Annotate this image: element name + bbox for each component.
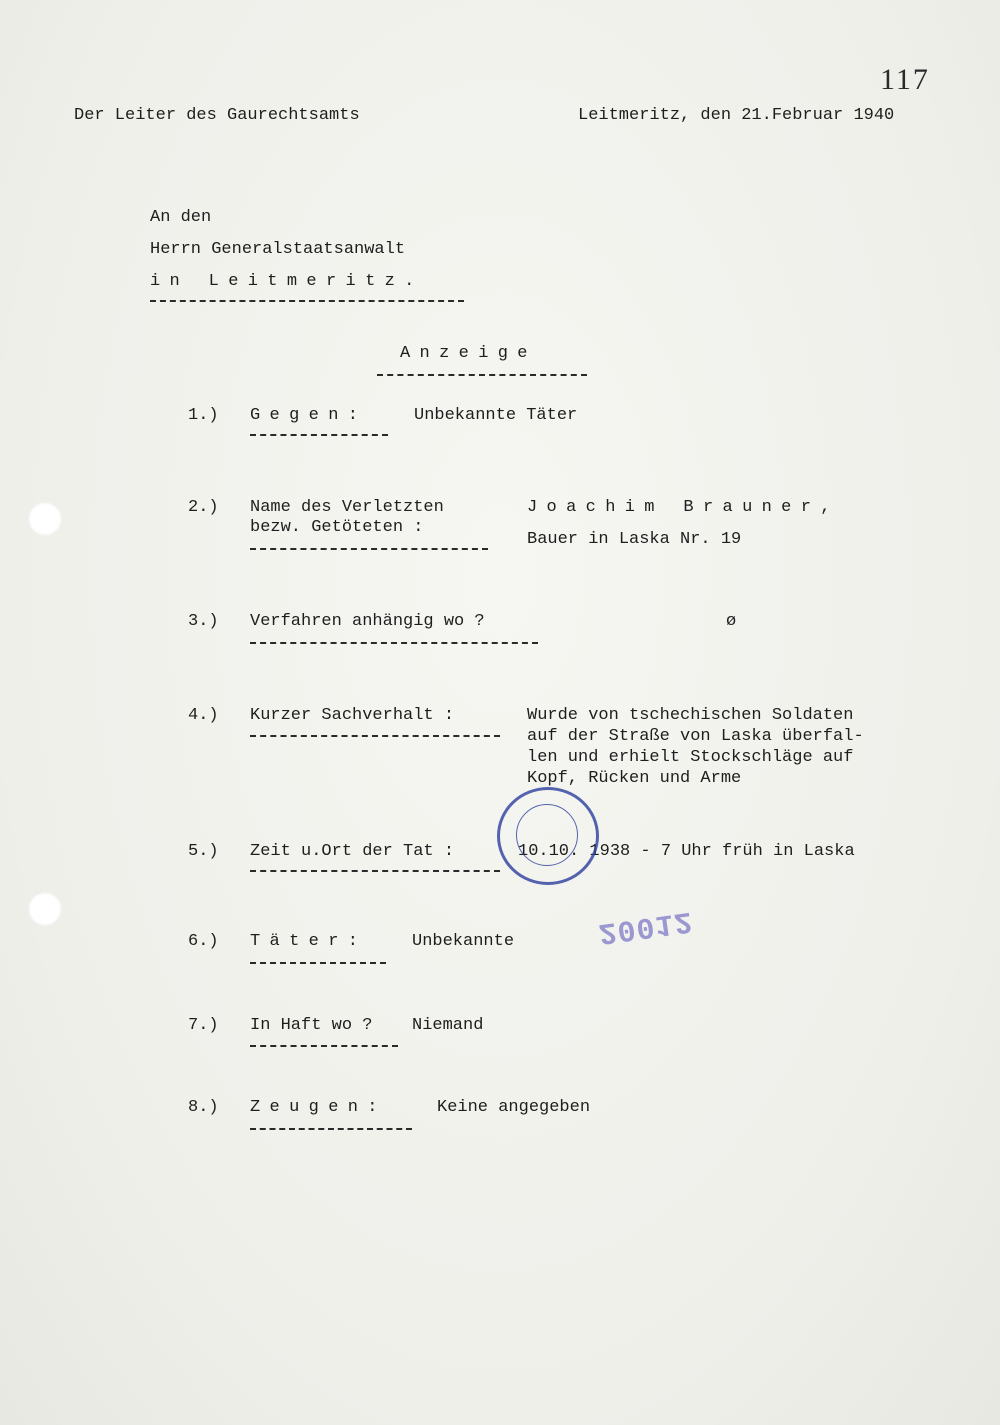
item-1-value: Unbekannte Täter (414, 406, 578, 425)
document-title: Anzeige (400, 344, 537, 363)
item-4-value-line-4: Kopf, Rücken und Arme (527, 769, 742, 788)
item-5-label: Zeit u.Ort der Tat : (250, 842, 455, 861)
item-4-value-line-3: len und erhielt Stockschläge auf (527, 748, 854, 767)
item-5-number: 5.) (188, 842, 219, 861)
item-3-value: ø (726, 612, 737, 631)
item-2-value-line-2: Bauer in Laska Nr. 19 (527, 530, 742, 549)
place-date-line: Leitmeritz, den 21.Februar 1940 (578, 106, 895, 125)
item-4-value-line-2: auf der Straße von Laska überfal- (527, 727, 864, 746)
item-3-underline (250, 642, 538, 644)
item-8-underline (250, 1128, 412, 1130)
item-7-value: Niemand (412, 1016, 484, 1035)
number-stamp: 20012 (596, 902, 695, 950)
item-4-label: Kurzer Sachverhalt : (250, 706, 455, 725)
item-8-value: Keine angegeben (437, 1098, 591, 1117)
item-2-number: 2.) (188, 498, 219, 517)
item-6-number: 6.) (188, 932, 219, 951)
item-3-number: 3.) (188, 612, 219, 631)
punch-hole-lower (28, 892, 62, 926)
item-1-number: 1.) (188, 406, 219, 425)
recipient-line-3: in Leitmeritz. (150, 272, 424, 291)
punch-hole-upper (28, 502, 62, 536)
item-6-value: Unbekannte (412, 932, 515, 951)
item-6-underline (250, 962, 386, 964)
item-4-underline (250, 735, 500, 737)
item-2-value-line-1: Joachim Brauner, (527, 498, 840, 517)
item-2-underline (250, 548, 488, 550)
item-7-underline (250, 1045, 398, 1047)
sender-line: Der Leiter des Gaurechtsamts (74, 106, 360, 125)
recipient-underline (150, 300, 464, 302)
item-8-number: 8.) (188, 1098, 219, 1117)
item-7-label: In Haft wo ? (250, 1016, 373, 1035)
item-1-label: Gegen: (250, 406, 368, 425)
item-6-label: Täter: (250, 932, 368, 951)
item-5-underline (250, 870, 500, 872)
item-7-number: 7.) (188, 1016, 219, 1035)
recipient-line-2: Herrn Generalstaatsanwalt (150, 240, 406, 259)
item-8-label: Zeugen: (250, 1098, 387, 1117)
archive-round-stamp (497, 787, 599, 885)
item-3-label: Verfahren anhängig wo ? (250, 612, 485, 631)
title-underline (377, 374, 587, 376)
item-5-value: 10.10. 1938 - 7 Uhr früh in Laska (518, 842, 855, 861)
item-1-underline (250, 434, 388, 436)
item-4-number: 4.) (188, 706, 219, 725)
recipient-line-1: An den (150, 208, 212, 227)
folio-number: 117 (880, 63, 930, 96)
item-4-value-line-1: Wurde von tschechischen Soldaten (527, 706, 854, 725)
item-2-label-line-2: bezw. Getöteten : (250, 518, 424, 537)
item-2-label-line-1: Name des Verletzten (250, 498, 444, 517)
